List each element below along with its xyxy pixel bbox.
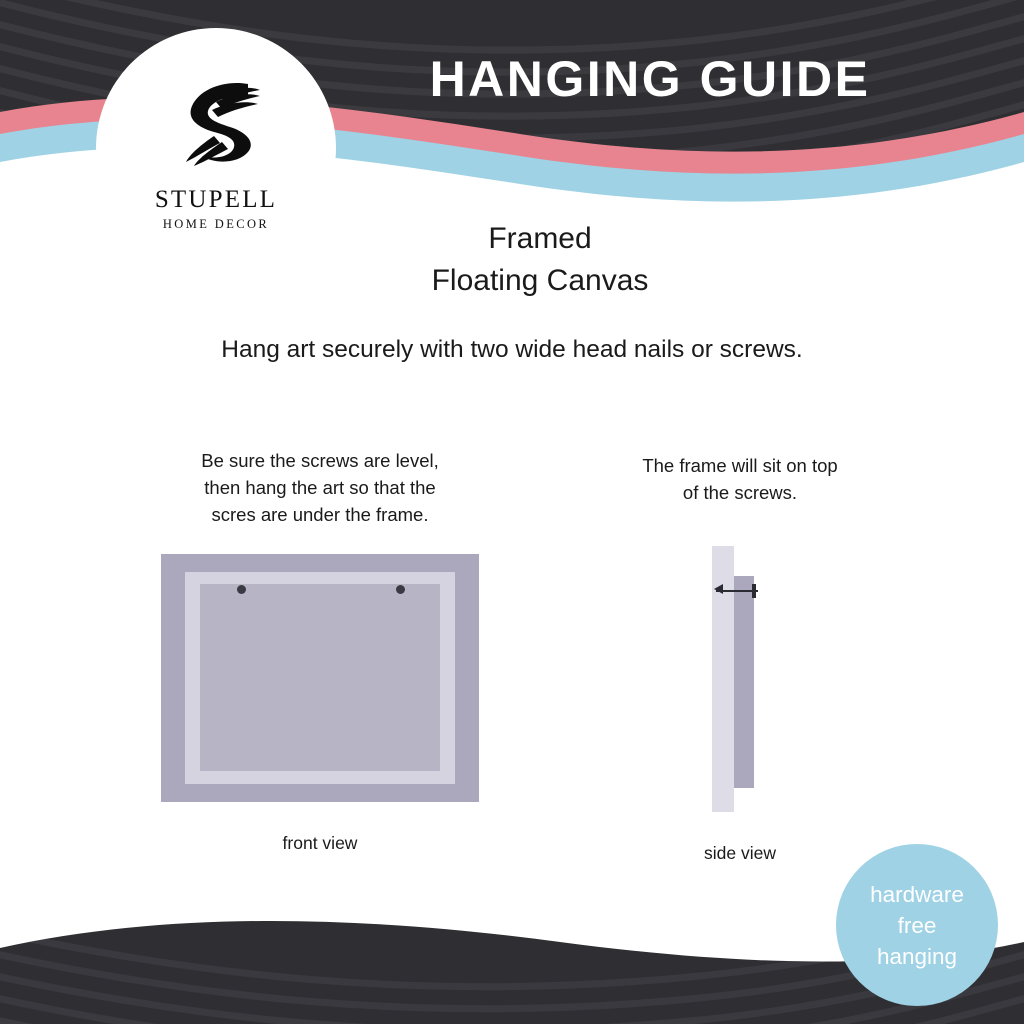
screw-dot-right-icon [396, 585, 405, 594]
brand-logo-badge [96, 28, 336, 268]
frame-profile [734, 576, 754, 788]
front-view-caption-line1: Be sure the screws are level, [201, 450, 439, 471]
front-view-caption-line3: scres are under the frame. [211, 504, 429, 525]
screw-head-icon [752, 584, 756, 598]
brand-subtitle: HOME DECOR [162, 217, 270, 231]
hardware-free-badge [836, 844, 998, 1006]
stupell-swirl-logo-icon [156, 64, 276, 184]
canvas-art-area [200, 584, 440, 771]
front-view-caption-line2: then hang the art so that the [204, 477, 436, 498]
front-view-label: front view [282, 833, 358, 853]
arrow-left-icon [714, 584, 723, 594]
brand-name: STUPELL [154, 186, 278, 213]
instruction-text: Hang art securely with two wide head nails or screws. [221, 336, 803, 363]
product-title-line2: Floating Canvas [431, 264, 649, 297]
side-view-diagram [700, 546, 780, 812]
side-view-caption-line1: The frame will sit on top [642, 455, 838, 476]
front-view-caption [150, 447, 490, 528]
side-view-label: side view [704, 843, 776, 863]
badge-line3: hanging [876, 943, 958, 969]
product-title [330, 218, 750, 302]
screw-dot-left-icon [237, 585, 246, 594]
badge-line1: hardware [870, 881, 964, 907]
side-view-caption [590, 452, 890, 506]
front-view-diagram [161, 554, 479, 802]
side-view-caption-line2: of the screws. [682, 482, 798, 503]
badge-line2: free [897, 912, 937, 938]
product-title-line1: Framed [488, 222, 592, 255]
page-title: HANGING GUIDE [429, 51, 871, 107]
